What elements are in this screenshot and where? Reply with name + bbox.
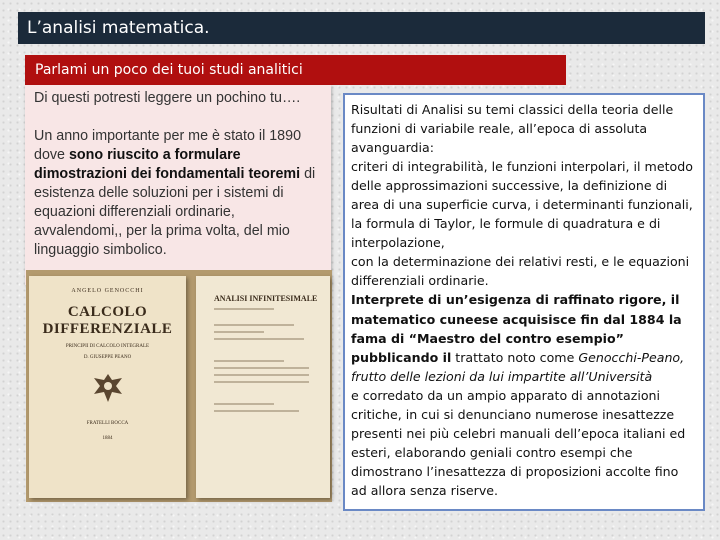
analisi-infinitesimale-page <box>196 276 330 498</box>
text-line <box>214 374 309 376</box>
page-title: ANALISI INFINITESIMALE <box>214 294 318 303</box>
answer-text <box>34 127 322 260</box>
paragraph-4-italic: Genocchi-Peano, frutto delle lezioni da lui impartite all’Università <box>351 349 685 384</box>
text-line <box>214 360 284 362</box>
text-line <box>214 308 274 310</box>
text-line <box>214 410 299 412</box>
paragraph-4-bold-c: ” pubblicando il <box>351 330 624 365</box>
paragraph-4-bold-a: Interprete di un’esigenza di raffinato rigore, il matematico cuneese acquisisce fin dal 1884 la fama di “ <box>351 292 682 346</box>
paragraph-3: con la determinazione dei relativi resti, e le equazioni differenziali ordinarie. <box>351 254 690 289</box>
text-line <box>214 403 274 405</box>
slide-title: L’analisi matematica. <box>27 18 210 38</box>
book-subtitle: PRINCIPII DI CALCOLO INTEGRALE <box>65 344 150 349</box>
paragraph-5: e corredato da un ampio apparato di annotazioni critiche, in cui si denunciano numerose inesattezze presenti nei più celebri manuali dell’epoca italiani ed esteri, elaborando geniali contro esempi che dimostrano l’inesattezza di proposizioni accolte fino ad allora senza riserve. <box>351 387 686 498</box>
section-heading-bar <box>25 55 566 85</box>
paragraph-4 <box>351 290 698 385</box>
book-year: 1884 <box>102 436 113 441</box>
books-photo <box>26 270 332 502</box>
book-author: ANGELO GENOCCHI <box>71 288 144 294</box>
book-publisher: FRATELLI BOCCA <box>86 421 129 426</box>
question-answer-box <box>25 85 331 285</box>
text-line <box>214 331 264 333</box>
answer-text-end: di esistenza delle soluzioni per i sistemi di equazioni differenziali ordinarie, avvalendomi,, per la prima volta, del mio linguaggio simbolico. <box>34 166 316 258</box>
paragraph-4-bold-b: Maestro del contro esempio <box>416 330 616 346</box>
calcolo-differenziale-book <box>29 276 186 498</box>
book-editor: D. GIUSEPPE PEANO <box>83 355 132 360</box>
paragraph-4-plain: trattato noto come <box>451 349 579 365</box>
answer-text-bold: sono riuscito a formulare dimostrazioni dei fondamentali teoremi <box>34 147 301 182</box>
text-line <box>214 324 294 326</box>
text-line <box>214 338 304 340</box>
intro-text: Di questi potresti leggere un pochino tu…. <box>34 90 301 106</box>
text-line <box>214 381 309 383</box>
paragraph-1: Risultati di Analisi su temi classici della teoria delle funzioni di variabile reale, all’epoca di assoluta avanguardia: <box>351 102 674 156</box>
paragraph-2: criteri di integrabilità, le funzioni interpolari, il metodo delle approssimazioni successive, la definizione di area di una superficie curva, i determinanti funzionali, la formula di Taylor, le formule di quadratura e di interpolazione, <box>351 159 693 251</box>
slide-title-bar <box>18 12 705 44</box>
section-heading: Parlami un poco dei tuoi studi analitici <box>35 62 303 78</box>
answer-text-start: Un anno importante per me è stato il 1890 dove <box>34 128 302 163</box>
content-text-box <box>343 93 705 511</box>
coat-of-arms-icon <box>88 370 128 406</box>
book-title: CALCOLO DIFFERENZIALE <box>42 304 173 337</box>
text-line <box>214 367 309 369</box>
